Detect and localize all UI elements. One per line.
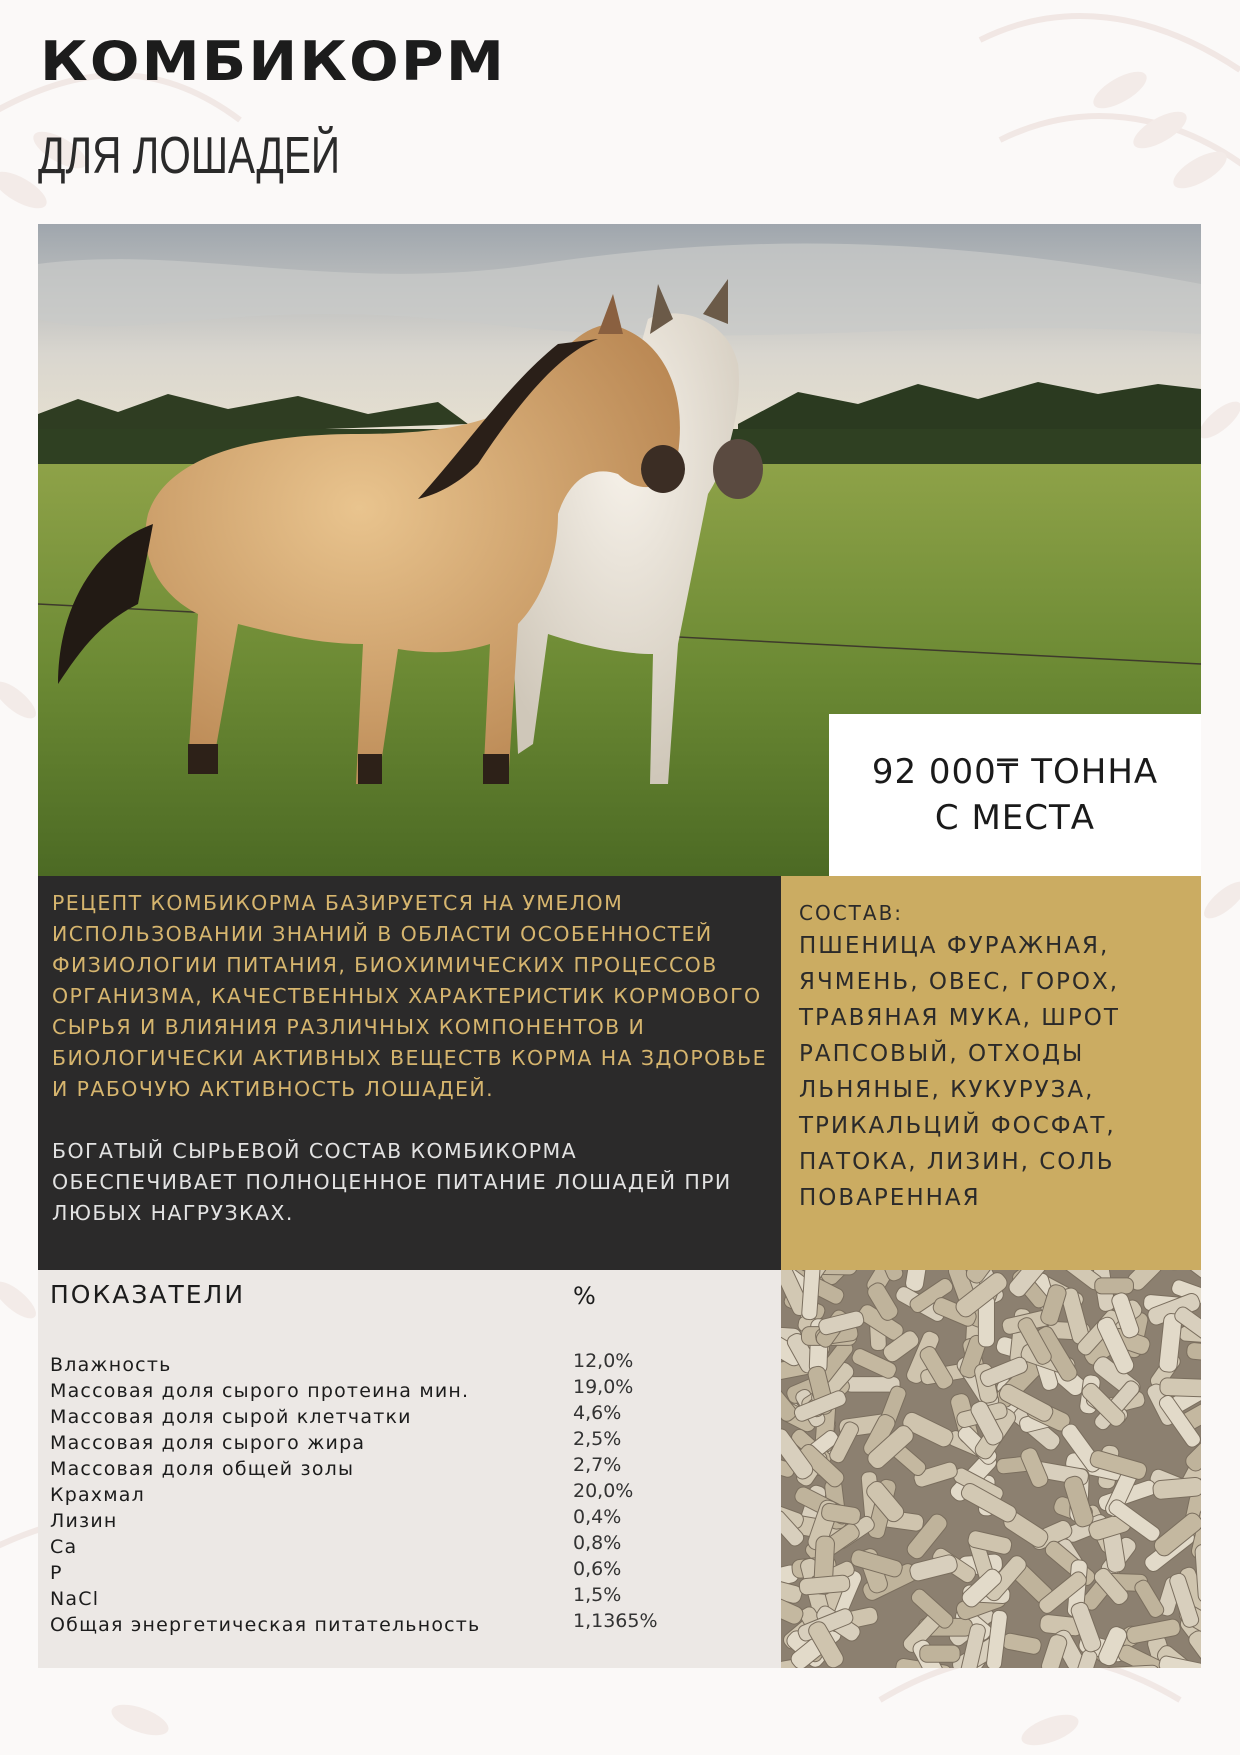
feed-pellet [1040, 1633, 1069, 1668]
feed-pellet [1152, 1477, 1201, 1500]
composition-heading: СОСТАВ: [799, 901, 904, 925]
feed-pellet [920, 1645, 960, 1662]
table-row [50, 1508, 770, 1534]
table-row [50, 1482, 770, 1508]
feed-pellet [1186, 1342, 1201, 1363]
indicator-value: 4,6% [573, 1402, 622, 1424]
indicator-value: 12,0% [573, 1350, 634, 1372]
indicator-value: 1,1365% [573, 1610, 658, 1632]
table-row [50, 1378, 770, 1404]
price-terms: С МЕСТА [934, 798, 1096, 838]
indicator-name: Лизин [50, 1510, 118, 1532]
table-row [50, 1586, 770, 1612]
table-row [50, 1352, 770, 1378]
indicators-header-name: ПОКАЗАТЕЛИ [50, 1280, 246, 1309]
indicator-name: Общая энергетическая питательность [50, 1614, 481, 1636]
description-paragraph-1: РЕЦЕПТ КОМБИКОРМА БАЗИРУЕТСЯ НА УМЕЛОМ ИСПОЛЬЗОВАНИИ ЗНАНИЙ В ОБЛАСТИ ОСОБЕННОСТЕЙ ФИЗИОЛОГИИ ПИТАНИЯ, БИОХИМИЧЕСКИХ ПРОЦЕССОВ ОРГАНИЗМА, КАЧЕСТВЕННЫХ ХАРАКТЕРИСТИК КОРМОВОГО СЫРЬЯ И ВЛИЯНИЯ РАЗЛИЧНЫХ КОМПОНЕНТОВ И БИОЛОГИЧЕСКИ АКТИВНЫХ ВЕЩЕСТВ КОРМА НА ЗДОРОВЬЕ И РАБОЧУЮ АКТИВНОСТЬ ЛОШАДЕЙ. [52, 891, 767, 1101]
price-value: 92 000₸ ТОННА [871, 752, 1159, 792]
indicator-value: 0,4% [573, 1506, 622, 1528]
feed-pellets-photo [781, 1270, 1201, 1668]
description-paragraph-2: БОГАТЫЙ СЫРЬЕВОЙ СОСТАВ КОМБИКОРМА ОБЕСПЕЧИВАЕТ ПОЛНОЦЕННОЕ ПИТАНИЕ ЛОШАДЕЙ ПРИ ЛЮБЫХ НАГРУЗКАХ. [52, 1139, 732, 1225]
indicator-name: Влажность [50, 1354, 172, 1376]
table-row [50, 1430, 770, 1456]
feed-pellet [1095, 1278, 1134, 1294]
indicator-name: Массовая доля сырого жира [50, 1432, 366, 1454]
indicator-value: 20,0% [573, 1480, 634, 1502]
indicator-name: Массовая доля сырого протеина мин. [50, 1380, 470, 1402]
price-box [829, 714, 1201, 876]
table-row [50, 1534, 770, 1560]
indicators-table [38, 1270, 781, 1668]
indicator-value: 0,8% [573, 1532, 622, 1554]
indicators-header-value: % [573, 1282, 596, 1310]
indicator-value: 19,0% [573, 1376, 634, 1398]
indicator-name: Р [50, 1562, 63, 1584]
indicator-name: Са [50, 1536, 78, 1558]
indicator-name: Массовая доля сырой клетчатки [50, 1406, 412, 1428]
indicator-value: 0,6% [573, 1558, 622, 1580]
indicator-name: Крахмал [50, 1484, 145, 1506]
indicator-name: Массовая доля общей золы [50, 1458, 355, 1480]
feed-pellet [1160, 1378, 1201, 1398]
indicator-value: 2,5% [573, 1428, 622, 1450]
page-title: КОМБИКОРМ [40, 30, 507, 93]
composition-panel [781, 876, 1201, 1270]
indicators-rows [50, 1352, 770, 1638]
page-subtitle: ДЛЯ ЛОШАДЕЙ [38, 127, 341, 185]
table-row [50, 1456, 770, 1482]
indicator-name: NaCl [50, 1588, 100, 1610]
indicator-value: 2,7% [573, 1454, 622, 1476]
feed-pellet [1001, 1632, 1042, 1655]
table-row [50, 1404, 770, 1430]
table-row [50, 1612, 770, 1638]
description-panel [38, 876, 781, 1270]
composition-text: ПШЕНИЦА ФУРАЖНАЯ, ЯЧМЕНЬ, ОВЕС, ГОРОХ, ТРАВЯНАЯ МУКА, ШРОТ РАПСОВЫЙ, ОТХОДЫ ЛЬНЯНЫЕ, КУКУРУЗА, ТРИКАЛЬЦИЙ ФОСФАТ, ПАТОКА, ЛИЗИН, СОЛЬ ПОВАРЕННАЯ [799, 933, 1120, 1211]
table-row [50, 1560, 770, 1586]
indicator-value: 1,5% [573, 1584, 622, 1606]
